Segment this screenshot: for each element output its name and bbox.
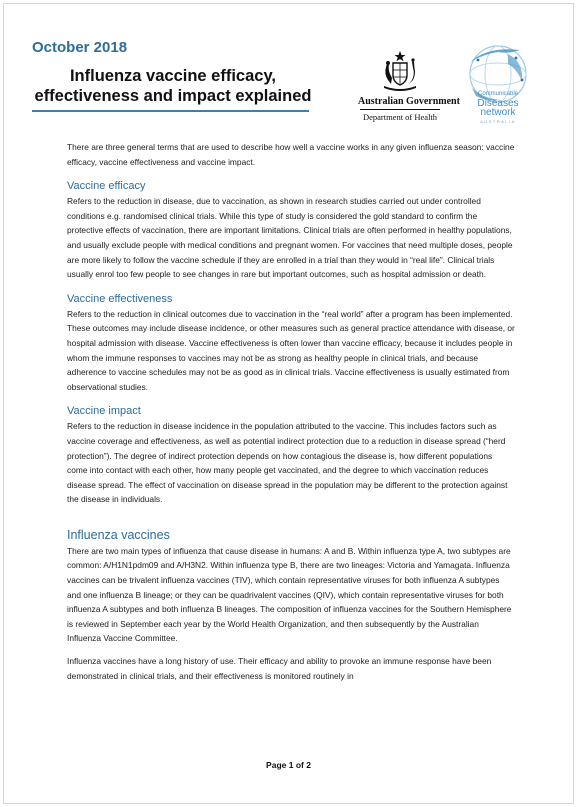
document-body — [67, 140, 515, 683]
title-line-1: Influenza vaccine efficacy, — [69, 67, 277, 85]
australian-government-logo — [358, 50, 460, 126]
cdn-wordmark: Communicable Diseases network AUSTRALIA — [477, 91, 519, 124]
page-number: Page 1 of 2 — [266, 760, 311, 770]
paragraph-influenza-history: Influenza vaccines have a long history of use. Their efficacy and ability to provoke an immune response have been demonstrated in clinical trials, and their effectiveness is monitored routinely in — [67, 656, 492, 681]
title-line-2: effectiveness and impact explained — [34, 87, 312, 105]
heading-vaccine-impact: Vaccine impact — [67, 405, 141, 418]
heading-influenza-vaccines: Influenza vaccines — [67, 527, 170, 542]
document-title — [32, 66, 314, 106]
government-name: Australian Government — [358, 96, 460, 107]
department-name: Department of Health — [362, 112, 438, 122]
heading-vaccine-effectiveness: Vaccine effectiveness — [67, 292, 173, 305]
intro-paragraph: There are three general terms that are used to describe how well a vaccine works in any given influenza season: vaccine efficacy, vaccine effectiveness and vaccine impact. — [67, 142, 515, 167]
title-underline — [32, 110, 309, 112]
paragraph-vaccine-efficacy: Refers to the reduction in disease, due to vaccination, as shown in research studies carried out under controlled conditions e.g. randomised clinical trials. While this type of study is considered the gold standard to confirm the protective effects of vaccination, there are important limitations. Clinical trials are often performed in healthy populations, and usually exclude people with medical conditions and pregnant women. For vaccines that need multiple doses, people are more likely to follow the vaccine schedule if they are enrolled in a trial than they would in “real life”. Clinical trials usually enrol too few people to see changes in rare but important outcomes, such as hospital admission or death. — [67, 196, 513, 280]
logo-divider — [360, 109, 440, 110]
paragraph-vaccine-impact: Refers to the reduction in disease incidence in the population attributed to the vaccine. This includes factors such as vaccine coverage and effectiveness, as well as potential indirect protection due to a reduction in disease spread (“herd protection”). The degree of indirect protection depends on how contagious the disease is, how different populations come into contact with each other, how many people get vaccinated, and the degree to which vaccination reduces disease spread. The effect of vaccination on disease spread in the population may be different to the protection against the disease in individuals. — [67, 421, 508, 505]
coat-of-arms-icon — [378, 50, 422, 94]
paragraph-influenza-types: There are two main types of influenza that cause disease in humans: A and B. Within influenza type A, two subtypes are common: A/H1N1pdm09 and A/H3N2. Within influenza type B, there are two lineages: Victoria and Yamagata. Influenza vaccines can be trivalent influenza vaccines (TIV), which contain representative viruses for both influenza A subtypes and one influenza B lineage; or they can be quadrivalent vaccines (QIV), which contain representative viruses for both influenza A subtypes and both influenza B lineages. The composition of influenza vaccines for the Southern Hemisphere is reviewed in September each year by the World Health Organization, and then subsequently by the Australian Influenza Vaccine Committee. — [67, 545, 512, 644]
heading-vaccine-efficacy: Vaccine efficacy — [67, 180, 146, 193]
cdn-logo — [448, 40, 548, 130]
document-date: October 2018 — [32, 39, 128, 56]
paragraph-vaccine-effectiveness: Refers to the reduction in clinical outcomes due to vaccination in the “real world” after a program has been implemented. These outcomes may include disease incidence, or other measures such as general practice attendance with disease, or hospital admission with disease. Vaccine effectiveness is often lower than vaccine efficacy, because it includes people in whom the immune responses to vaccines may not be as strong as healthy people in clinical trials, and because adherence to vaccine schedules may not be as good as in clinical trials. Vaccine effectiveness is usually estimated from observational studies. — [67, 308, 515, 392]
